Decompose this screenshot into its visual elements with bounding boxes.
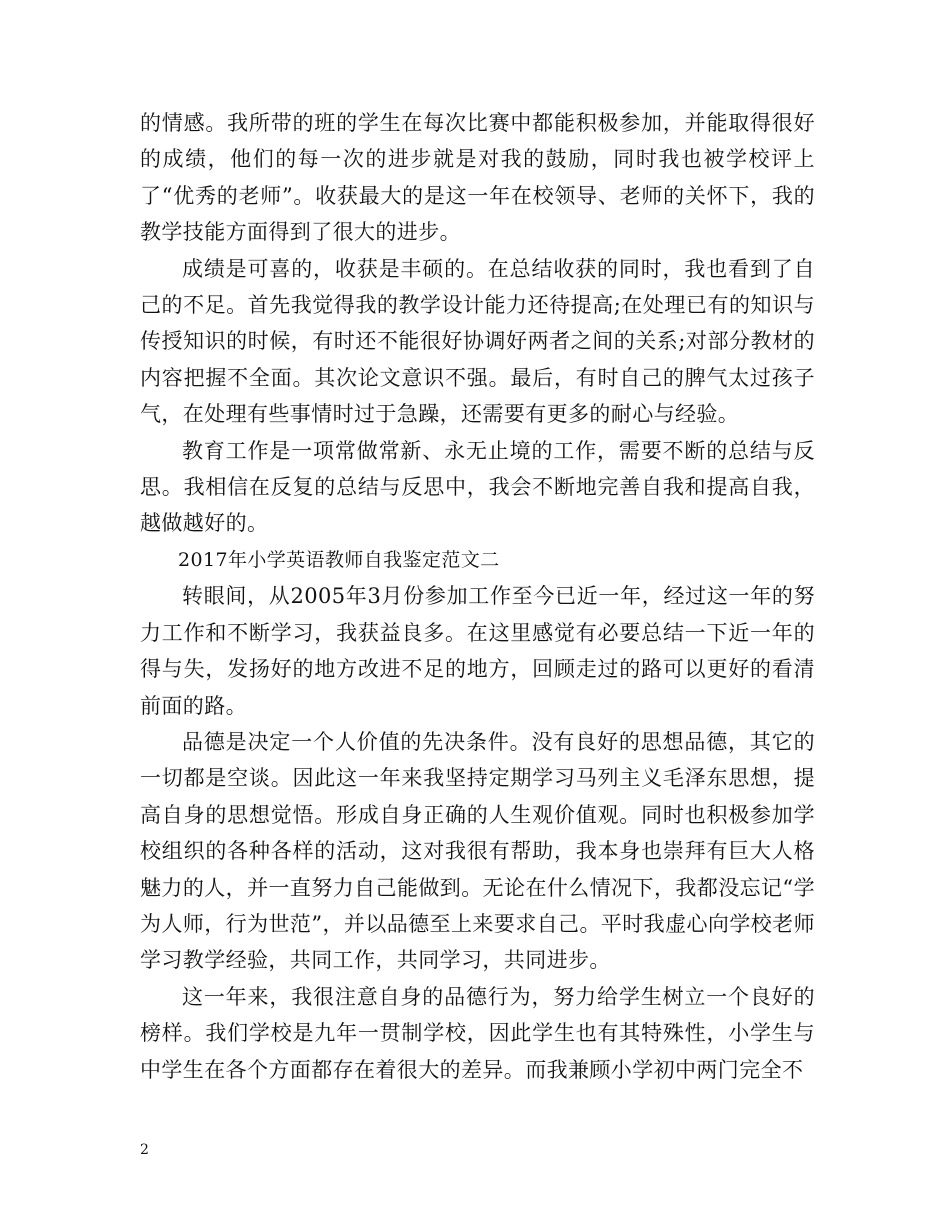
paragraph-reflection: 教育工作是一项常做常新、永无止境的工作，需要不断的总结与反思。我相信在反复的总结与反思中，我会不断地完善自我和提高自我，越做越好的。	[140, 438, 815, 536]
paragraph-shortcomings: 成绩是可喜的，收获是丰硕的。在总结收获的同时，我也看到了自己的不足。首先我觉得我的教学设计能力还待提高;在处理已有的知识与传授知识的时候，有时还不能很好协调好两者之间的关系;对部分教材的内容把握不全面。其次论文意识不强。最后，有时自己的脾气太过孩子气，在处理有些事情时过于急躁，还需要有更多的耐心与经验。	[140, 256, 815, 427]
paragraph-continuation: 的情感。我所带的班的学生在每次比赛中都能积极参加，并能取得很好的成绩，他们的每一次的进步就是对我的鼓励，同时我也被学校评上了“优秀的老师”。收获最大的是这一年在校领导、老师的关怀下，我的教学技能方面得到了很大的进步。	[140, 111, 815, 245]
page-number: 2	[140, 1142, 149, 1158]
paragraph-moral-character: 品德是决定一个人价值的先决条件。没有良好的思想品德，其它的一切都是空谈。因此这一年来我坚持定期学习马列主义毛泽东思想，提高自身的思想觉悟。形成自身正确的人生观价值观。同时也积极参加学校组织的各种各样的活动，这对我很有帮助，我本身也崇拜有巨大人格魅力的人，并一直努力自己能做到。无论在什么情况下，我都没忘记“学为人师，行为世范”，并以品德至上来要求自己。平时我虚心向学校老师学习教学经验，共同工作，共同学习，共同进步。	[140, 729, 815, 973]
document-body	[140, 105, 815, 1088]
paragraph-intro: 转眼间，从2005年3月份参加工作至今已近一年，经过这一年的努力工作和不断学习，我获益良多。在这里感觉有必要总结一下近一年的得与失，发扬好的地方改进不足的地方，回顾走过的路可以更好的看清前面的路。	[140, 584, 815, 718]
paragraph-role-model: 这一年来，我很注意自身的品德行为，努力给学生树立一个良好的榜样。我们学校是九年一贯制学校，因此学生也有其特殊性，小学生与中学生在各个方面都存在着很大的差异。而我兼顾小学初中两门完全不	[140, 984, 815, 1082]
section-heading: 2017年小学英语教师自我鉴定范文二	[178, 548, 500, 571]
